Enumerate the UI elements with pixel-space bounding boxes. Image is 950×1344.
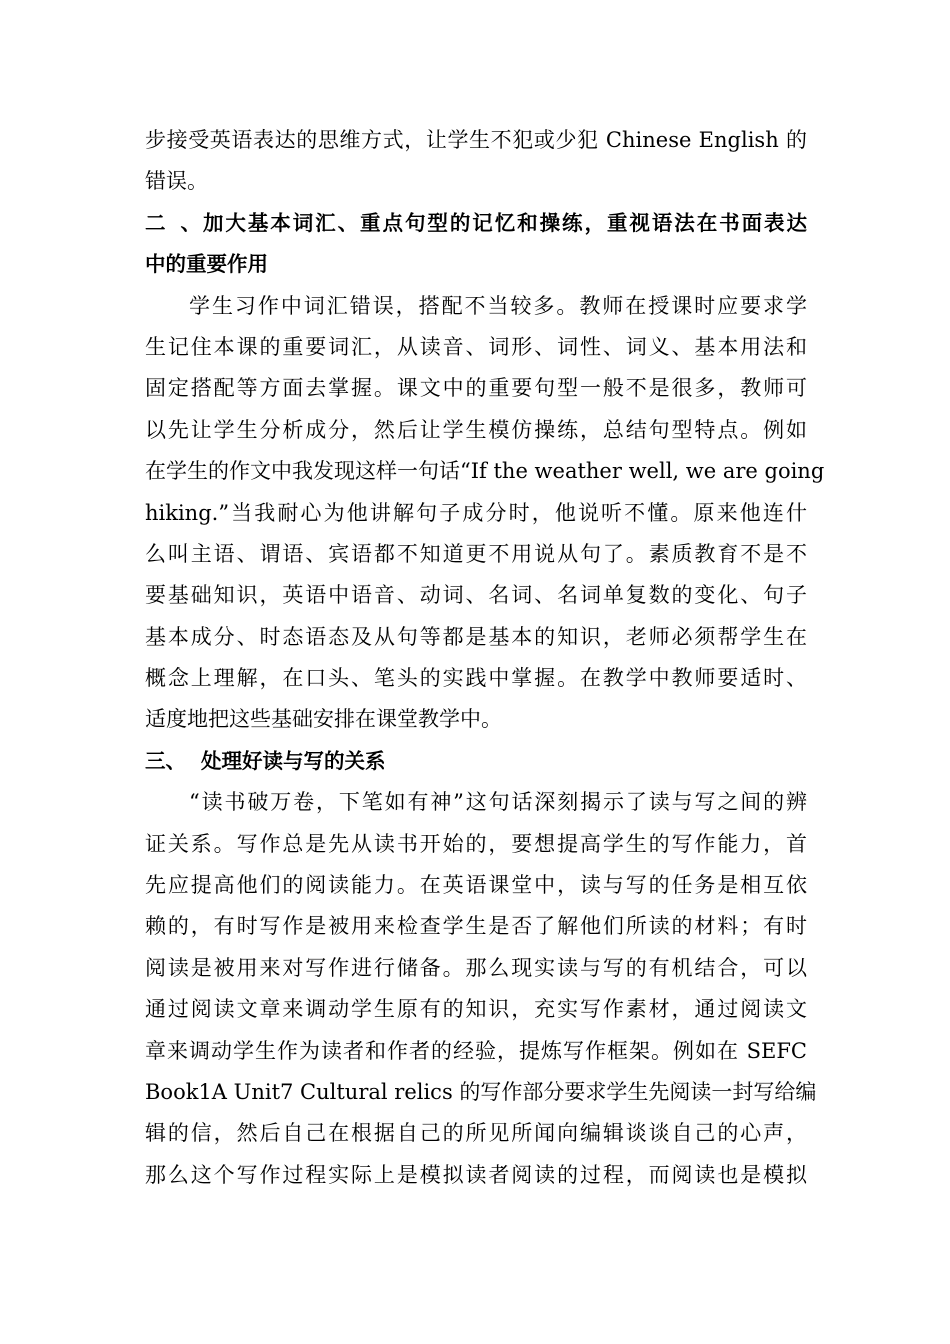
text-line: “读书破万卷，下笔如有神”这句话深刻揭示了读与写之间的辨 xyxy=(189,790,807,815)
heading-text: 处理好读与写的关系 xyxy=(201,748,386,773)
section-2-paragraph xyxy=(145,286,825,741)
document-body xyxy=(145,120,825,1196)
section-2-heading xyxy=(145,203,807,286)
section-number: 二、 xyxy=(145,210,201,235)
text-line: 生记住本课的重要词汇，从读音、词形、词性、词义、基本用法和 xyxy=(145,334,807,359)
text-line: 以先让学生分析成分，然后让学生模仿操练，总结句型特点。例如 xyxy=(145,417,807,442)
section-3-paragraph xyxy=(145,782,817,1196)
text-line: 学生习作中词汇错误，搭配不当较多。教师在授课时应要求学 xyxy=(189,293,807,318)
text-line: 步接受英语表达的思维方式，让学生不犯或少犯 Chinese English 的 xyxy=(145,128,807,152)
text-line: hiking.”当我耐心为他讲解句子成分时，他说听不懂。原来他连什 xyxy=(145,500,807,525)
text-line: 要基础知识，英语中语音、动词、名词、名词单复数的变化、句子 xyxy=(145,583,807,608)
text-line: 阅读是被用来对写作进行储备。那么现实读与写的有机结合，可以 xyxy=(145,955,807,980)
heading-line xyxy=(145,741,807,782)
text-line: 那么这个写作过程实际上是模拟读者阅读的过程，而阅读也是模拟 xyxy=(145,1162,807,1187)
text-line: 辑的信，然后自己在根据自己的所见所闻向编辑谈谈自己的心声， xyxy=(145,1121,807,1146)
text-line: 固定搭配等方面去掌握。课文中的重要句型一般不是很多，教师可 xyxy=(145,376,807,401)
text-line: 先应提高他们的阅读能力。在英语课堂中，读与写的任务是相互依 xyxy=(145,873,807,898)
text-line: 适度地把这些基础安排在课堂教学中。 xyxy=(145,707,502,732)
text-line: 错误。 xyxy=(145,169,208,194)
text-line: Book1A Unit7 Cultural relics 的写作部分要求学生先阅读一封写给编 xyxy=(145,1079,817,1104)
text-line: 章来调动学生作为读者和作者的经验，提炼写作框架。例如在 SEFC xyxy=(145,1038,807,1063)
text-line: 通过阅读文章来调动学生原有的知识，充实写作素材，通过阅读文 xyxy=(145,997,807,1022)
text-line: 么叫主语、谓语、宾语都不知道更不用说从句了。素质教育不是不 xyxy=(145,541,807,566)
heading-line xyxy=(145,203,807,244)
section-number: 三、 xyxy=(145,748,186,773)
intro-paragraph xyxy=(145,120,807,203)
text-line: 证关系。写作总是先从读书开始的，要想提高学生的写作能力，首 xyxy=(145,831,807,856)
text-line: 在学生的作文中我发现这样一句话“If the weather well, we are going xyxy=(145,459,825,484)
heading-text: 加大基本词汇、重点句型的记忆和操练，重视语法在书面表达 xyxy=(201,210,807,235)
text-line: 赖的，有时写作是被用来检查学生是否了解他们所读的材料；有时 xyxy=(145,914,807,939)
section-3-heading xyxy=(145,741,807,782)
heading-line: 中的重要作用 xyxy=(145,252,268,277)
text-line: 概念上理解，在口头、笔头的实践中掌握。在教学中教师要适时、 xyxy=(145,666,807,691)
text-line: 基本成分、时态语态及从句等都是基本的知识，老师必须帮学生在 xyxy=(145,624,807,649)
